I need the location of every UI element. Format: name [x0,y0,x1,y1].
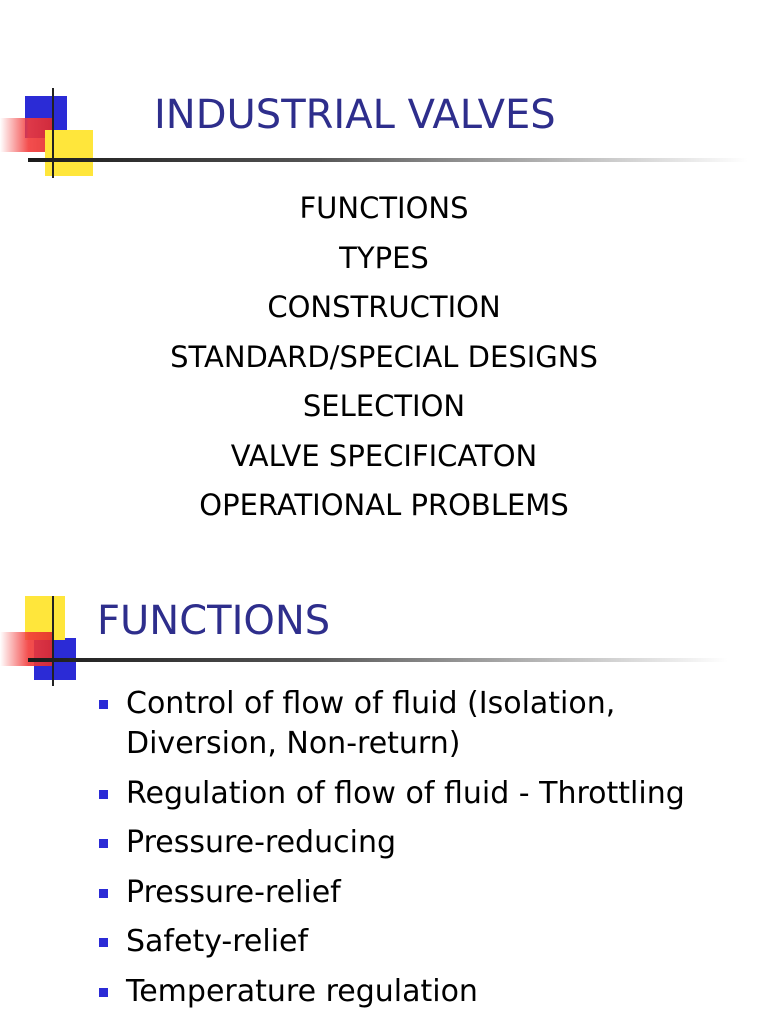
corner-logo-icon [0,88,100,178]
list-item [0,684,768,764]
list-item: STANDARD/SPECIAL DESIGNS [170,339,598,374]
slide-title: INDUSTRIAL VALVES [154,92,556,138]
list-item [0,922,768,962]
list-item: OPERATIONAL PROBLEMS [199,488,569,522]
logo-vertical-line [52,596,54,686]
list-item [0,823,768,863]
list-item [0,774,768,814]
title-underline [28,158,748,162]
square-bullet-icon [99,938,108,947]
square-bullet-icon [99,700,108,709]
square-bullet-icon [99,790,108,799]
list-item: VALVE SPECIFICATON [230,438,538,473]
logo-vertical-line [52,88,54,178]
list-item: FUNCTIONS [299,191,469,225]
bullet-text: Regulation of flow of fluid - Throttling [126,775,685,811]
corner-logo-icon [0,596,100,686]
square-bullet-icon [99,839,108,848]
bullet-text: Pressure-reducing [126,825,396,860]
slide-title: FUNCTIONS [97,598,331,644]
bullet-text: Safety-relief [126,924,309,959]
bullet-text: Pressure-relief [126,874,341,910]
square-bullet-icon [99,988,108,997]
bullet-list [0,684,768,1021]
title-underline [28,658,728,662]
slide-2 [0,560,768,1024]
list-item: TYPES [339,240,429,275]
list-item [0,972,768,1012]
list-item: CONSTRUCTION [267,290,501,324]
topic-list [0,184,768,531]
square-bullet-icon [99,889,108,898]
list-item: SELECTION [302,389,466,423]
bullet-text: Temperature regulation [126,973,478,1009]
list-item [0,873,768,913]
bullet-text: Control of flow of fluid (Isolation, Diversion, Non-return) [126,686,616,761]
